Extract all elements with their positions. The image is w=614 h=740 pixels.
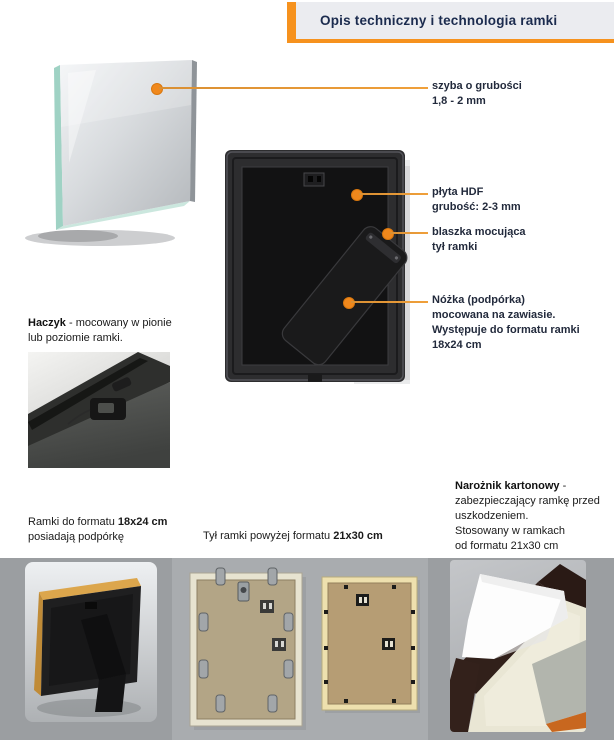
- corner-note: [455, 479, 600, 554]
- hook-note-term: Haczyk: [28, 317, 66, 329]
- hook-note-rest: - mocowany w pionie: [68, 317, 172, 329]
- stand-leader-line: [351, 301, 428, 303]
- corner-note-line5: od formatu 21x30 cm: [455, 540, 559, 552]
- hdf-annotation-line2: grubość: 2-3 mm: [432, 201, 521, 213]
- hook-photo: [28, 352, 170, 468]
- caption-small-frames: [28, 515, 167, 545]
- corner-note-line1: [455, 479, 600, 494]
- corner-protector-photo: [450, 560, 586, 732]
- corner-note-term: Narożnik kartonowy: [455, 480, 560, 492]
- glass-leader-line: [159, 87, 428, 89]
- corner-note-dash: -: [562, 480, 567, 492]
- hdf-annotation-line1: płyta HDF: [432, 186, 484, 198]
- caption-small-frames-line1: [28, 515, 167, 530]
- plate-annotation-line2: tył ramki: [432, 241, 478, 253]
- stand-annotation-line1: Nóżka (podpórka): [432, 294, 525, 306]
- frame-back-illustration: [218, 146, 410, 388]
- hdf-leader-line: [359, 193, 428, 195]
- glass-pane-illustration: [10, 45, 240, 252]
- caption-large-frames: [203, 529, 383, 544]
- hook-note-line1: [28, 316, 172, 331]
- plate-annotation: [432, 225, 526, 255]
- stand-annotation-line2: mocowana na zawiasie.: [432, 309, 556, 321]
- corner-note-line2: zabezpieczający ramkę przed: [455, 495, 600, 507]
- hdf-annotation: [432, 185, 521, 215]
- caption-small-frames-pre: Ramki do formatu: [28, 516, 115, 528]
- page-title: Opis techniczny i technologia ramki: [320, 13, 558, 28]
- plate-callout-dot: [382, 228, 394, 240]
- caption-large-frames-pre: Tył ramki powyżej formatu: [203, 530, 331, 542]
- glass-annotation-line1: szyba o grubości: [432, 80, 522, 92]
- frame-backs-panel: [172, 558, 428, 740]
- plate-leader-line: [390, 232, 428, 234]
- hook-note-line2: lub poziomie ramki.: [28, 332, 123, 344]
- hook-illustration: [28, 352, 170, 468]
- corner-note-line3: uszkodzeniem.: [455, 510, 529, 522]
- stand-annotation: [432, 293, 580, 353]
- frame-backs-illustration: [172, 558, 428, 740]
- hdf-callout-dot: [351, 189, 363, 201]
- header-bar: [287, 2, 614, 43]
- glass-pane-photo: [10, 45, 240, 252]
- plate-annotation-line1: blaszka mocująca: [432, 226, 526, 238]
- glass-callout-dot: [151, 83, 163, 95]
- frame-back-photo: [218, 146, 410, 388]
- glass-annotation-line2: 1,8 - 2 mm: [432, 95, 486, 107]
- bottom-photo-strip: [0, 558, 614, 740]
- standing-frame-illustration: [25, 562, 157, 722]
- corner-protector-illustration: [450, 560, 586, 732]
- stand-annotation-line3: Występuje do formatu ramki: [432, 324, 580, 336]
- caption-large-frames-size: 21x30 cm: [333, 530, 383, 542]
- caption-small-frames-size: 18x24 cm: [117, 516, 168, 528]
- standing-frame-photo: [25, 562, 157, 722]
- hook-note: [28, 316, 172, 346]
- stand-annotation-line4: 18x24 cm: [432, 339, 482, 351]
- glass-annotation: [432, 79, 522, 109]
- stand-callout-dot: [343, 297, 355, 309]
- corner-note-line4: Stosowany w ramkach: [455, 525, 566, 537]
- caption-small-frames-line2: posiadają podpórkę: [28, 531, 125, 543]
